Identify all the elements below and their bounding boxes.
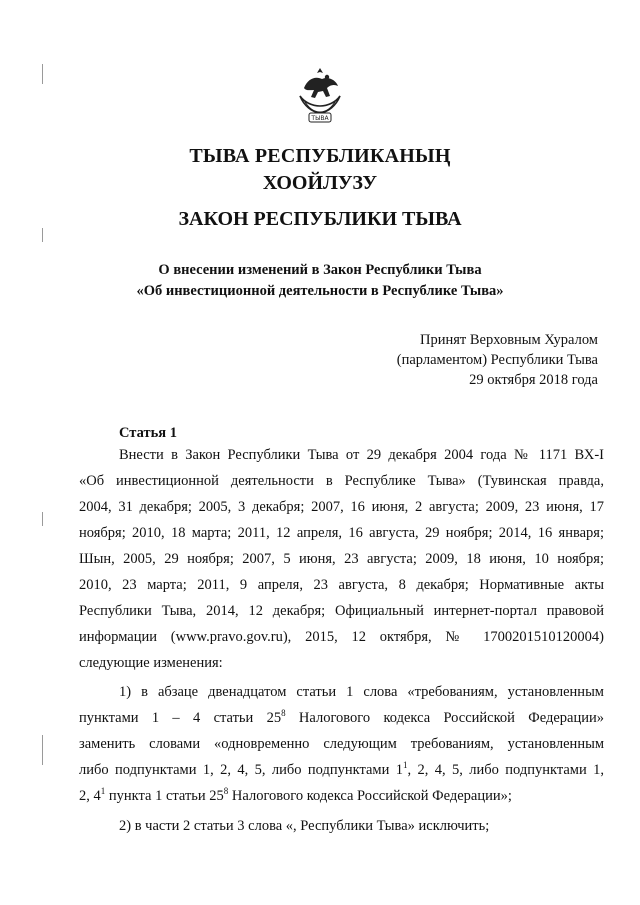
item-line (79, 762, 604, 779)
header-russian-title: ЗАКОН РЕСПУБЛИКИ ТЫВА (178, 208, 462, 230)
header-tuvan-title: ТЫВА РЕСПУБЛИКАНЫҢ (189, 145, 451, 167)
body-line: Шын, 2005, 29 ноября; 2007, 5 июня, 23 августа; 2009, 18 июня, 10 ноября; (79, 551, 604, 567)
item-line: 1) в абзаце двенадцатом статьи 1 слова «требованиям, установленным (119, 684, 604, 700)
adoption-block (397, 330, 598, 390)
body-line: 2010, 23 марта; 2011, 9 апреля, 23 августа, 8 декабря; Нормативные акты (79, 577, 604, 593)
scan-margin-line (42, 735, 43, 765)
article-heading: Статья 1 (119, 425, 177, 441)
superscript: 1 (403, 760, 408, 770)
body-line: Республики Тыва, 2014, 12 декабря; Официальный интернет-портал правовой (79, 603, 604, 619)
item-text: Налогового кодекса Российской Федерации»; (228, 788, 512, 804)
adoption-line: (парламентом) Республики Тыва (396, 352, 598, 368)
item-line (79, 788, 604, 805)
item-text: , 2, 4, 5, либо подпунктами 1, (407, 762, 605, 778)
body-line: следующие изменения: (79, 655, 223, 671)
body-line: «Об инвестиционной деятельности в Республике Тыва» (Тувинская правда, (79, 473, 604, 489)
item-line: заменить словами «одновременно следующим требованиям, установленным (79, 736, 604, 752)
body-line: Внести в Закон Республики Тыва от 29 декабря 2004 года № 1171 ВХ-I (119, 447, 604, 463)
body-line: информации (www.pravo.gov.ru), 2015, 12 октября, № 1700201510120004) (79, 629, 604, 645)
adoption-date: 29 октября 2018 года (469, 372, 598, 388)
body-line: 2004, 31 декабря; 2005, 3 декабря; 2007, 16 июня, 2 августа; 2009, 23 июня, 17 (79, 499, 604, 515)
item-text: пунктами 1 – 4 статьи 25 (79, 710, 282, 726)
item-line: 2) в части 2 статьи 3 слова «, Республики Тыва» исключить; (119, 818, 490, 834)
superscript: 1 (100, 786, 106, 796)
superscript: 8 (223, 786, 229, 796)
item-line (79, 710, 604, 727)
emblem-inscription: ТЫВА (311, 115, 329, 122)
item-text: пункта 1 статьи 25 (105, 788, 224, 804)
header-tuvan-law: ХООЙЛУЗУ (262, 172, 378, 194)
superscript: 8 (281, 708, 286, 718)
item-text: 2, 4 (79, 788, 101, 804)
tuva-coat-of-arms-icon (294, 66, 346, 126)
item-text: либо подпунктами 1, 2, 4, 5, либо подпунктами 1 (79, 762, 403, 778)
adoption-line: Принят Верховным Хуралом (420, 332, 598, 348)
law-title-line: «Об инвестиционной деятельности в Республике Тыва» (136, 283, 504, 299)
scan-margin-line (42, 64, 43, 84)
scan-margin-line (42, 512, 43, 526)
body-line: ноября; 2010, 18 марта; 2011, 12 апреля, 16 августа, 29 ноября; 2014, 16 января; (79, 525, 604, 541)
item-text: Налогового кодекса Российской Федерации» (285, 710, 604, 726)
law-title-line: О внесении изменений в Закон Республики Тыва (158, 262, 482, 278)
